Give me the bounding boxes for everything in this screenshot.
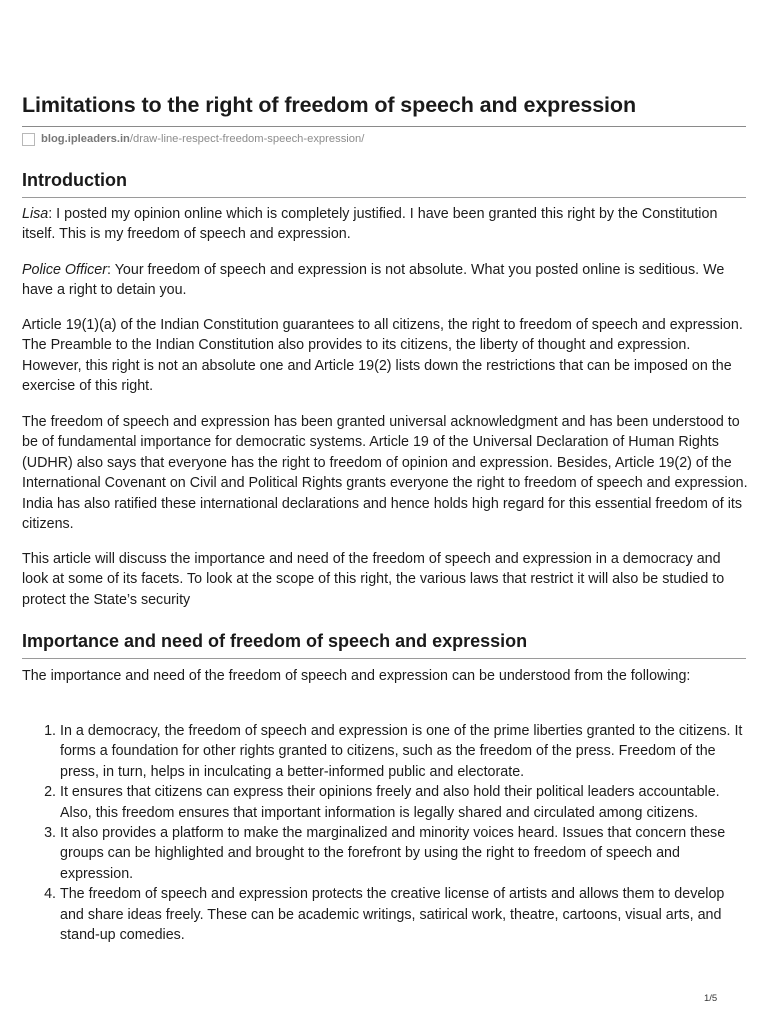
section-divider	[22, 658, 746, 659]
section-divider	[22, 197, 746, 198]
speaker-name: Lisa	[22, 206, 49, 222]
paragraph: Article 19(1)(a) of the Indian Constitution guarantees to all citizens, the right to freedom of speech and expression. The Preamble to the Indian Constitution also provides to its citizens, the liberty of thought and expression. However, this right is not an absolute one and Article 19(2) lists down the restrictions that can be imposed on the exercise of this right.	[22, 317, 743, 395]
page-number: 1/5	[704, 993, 718, 1004]
dialogue-text: : I posted my opinion online which is completely justified. I have been granted this right by the Constitution itself. This is my freedom of speech and expression.	[22, 206, 718, 243]
favicon-placeholder-icon	[22, 133, 35, 146]
list-item: 2. It ensures that citizens can express their opinions freely and also hold their political leaders accountable. Also, this freedom ensures that important information is legally shared and circulated among citizens.	[60, 782, 748, 823]
list-item: 4. The freedom of speech and expression protects the creative license of artists and allows them to develop and share ideas freely. These can be academic writings, satirical work, theatre, cartoons, visual arts, and stand-up comedies.	[60, 884, 748, 945]
source-domain[interactable]: blog.ipleaders.in	[41, 133, 130, 145]
dialogue-text: : Your freedom of speech and expression is not absolute. What you posted online is seditious. We have a right to detain you.	[22, 262, 725, 299]
paragraph: The importance and need of the freedom of speech and expression can be understood from the following:	[22, 668, 691, 684]
section-heading-introduction: Introduction	[22, 170, 127, 190]
paragraph: This article will discuss the importance and need of the freedom of speech and expression in a democracy and look at some of its facets. To look at the scope of this right, the various laws that restrict it will also be studied to protect the State’s security	[22, 551, 725, 608]
article-title: Limitations to the right of freedom of speech and expression	[22, 93, 636, 117]
title-divider	[22, 126, 746, 127]
speaker-name: Police Officer	[22, 262, 108, 278]
dialogue-police-officer	[22, 260, 748, 301]
list-item: 3. It also provides a platform to make the marginalized and minority voices heard. Issues that concern these groups can be highlighted and brought to the forefront by using the right to freedom of speech and expression.	[60, 823, 748, 884]
source-url[interactable]	[22, 131, 364, 147]
list-item: 1. In a democracy, the freedom of speech and expression is one of the prime liberties granted to the citizens. It forms a foundation for other rights granted to citizens, such as the freedom of the press. Freedom of the press, in turn, helps in inculcating a better-informed public and electorate.	[60, 721, 748, 782]
source-path[interactable]: /draw-line-respect-freedom-speech-expression/	[129, 133, 365, 145]
importance-list	[22, 721, 748, 945]
paragraph: The freedom of speech and expression has been granted universal acknowledgment and has been understood to be of fundamental importance for democratic systems. Article 19 of the Universal Declaration of Human Rights (UDHR) also says that everyone has the right to freedom of opinion and expression. Besides, Article 19(2) of the International Covenant on Civil and Political Rights grants everyone the right to freedom of speech and expression. India has also ratified these international declarations and hence holds high regard for this essential freedom of its citizens.	[22, 414, 748, 533]
dialogue-lisa	[22, 204, 748, 245]
section-heading-importance: Importance and need of freedom of speech and expression	[22, 631, 528, 651]
